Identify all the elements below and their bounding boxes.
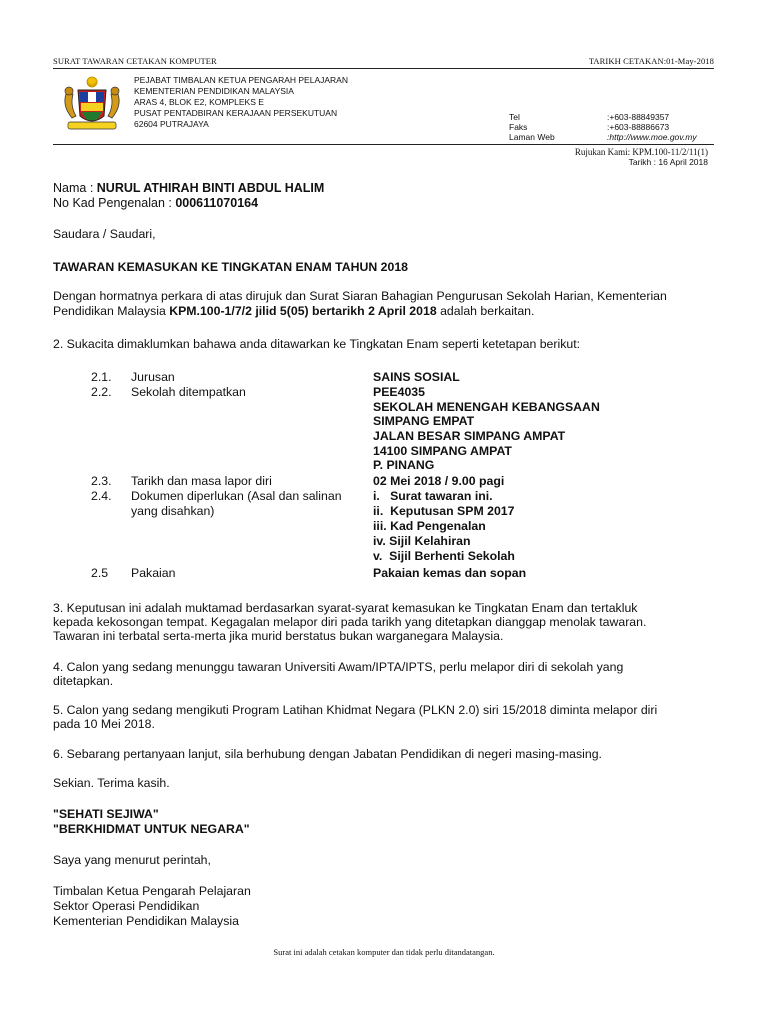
paragraph-4-line: 4. Calon yang sedang menunggu tawaran Universiti Awam/IPTA/IPTS, perlu melapor diri di sekolah yang (53, 660, 624, 674)
website-label: Laman Web (509, 132, 555, 142)
school-line: JALAN BESAR SIMPANG AMPAT (373, 429, 566, 443)
footer-note: Surat ini adalah cetakan komputer dan tidak perlu ditandatangan. (273, 947, 495, 957)
detail-number: 2.1. (91, 370, 112, 384)
motto-line: "BERKHIDMAT UNTUK NEGARA" (53, 822, 250, 836)
fax-label: Faks (509, 122, 528, 132)
signoff: Saya yang menurut perintah, (53, 853, 211, 867)
paragraph-2: 2. Sukacita dimaklumkan bahawa anda ditawarkan ke Tingkatan Enam seperti ketetapan berikut: (53, 337, 581, 351)
reference-number: Rujukan Kami: KPM.100-11/2/11(1) (574, 147, 708, 157)
paragraph-3-line: Tawaran ini terbatal serta-merta jika murid berstatus bukan warganegara Malaysia. (53, 629, 504, 643)
paragraph-3-line: kepada kekosongan tempat. Kegagalan melapor diri pada tarikh yang ditetapkan dianggap menolak tawaran. (53, 615, 647, 629)
school-line: SEKOLAH MENENGAH KEBANGSAAN (373, 400, 600, 414)
ic-label: No Kad Pengenalan : (53, 196, 176, 210)
paragraph-1-text: adalah berkaitan. (436, 304, 535, 318)
circular-reference: KPM.100-1/7/2 jilid 5(05) bertarikh 2 April 2018 (169, 304, 437, 318)
recipient-ic: 000611070164 (175, 196, 259, 210)
paragraph-5-line: 5. Calon yang sedang mengikuti Program Latihan Khidmat Negara (PLKN 2.0) siri 15/2018 diminta melapor diri (53, 703, 658, 717)
detail-label: Tarikh dan masa lapor diri (131, 474, 272, 488)
salutation: Saudara / Saudari, (53, 227, 156, 241)
document-item: iii. Kad Pengenalan (373, 519, 486, 533)
paragraph-5-line: pada 10 Mei 2018. (53, 717, 155, 731)
office-line: KEMENTERIAN PENDIDIKAN MALAYSIA (134, 86, 294, 96)
motto-line: "SEHATI SEJIWA" (53, 807, 159, 821)
document-item: ii. Keputusan SPM 2017 (373, 504, 515, 518)
detail-label: Sekolah ditempatkan (131, 385, 246, 399)
paragraph-6: 6. Sebarang pertanyaan lanjut, sila berhubung dengan Jabatan Pendidikan di negeri masing-masing. (53, 747, 602, 761)
fax-value: :+603-88886673 (607, 122, 670, 132)
print-date: TARIKH CETAKAN:01-May-2018 (588, 56, 714, 66)
office-line: 62604 PUTRAJAYA (134, 119, 209, 129)
detail-value-stream: SAINS SOSIAL (373, 370, 460, 384)
header-top-rule (53, 68, 714, 69)
signatory-line: Kementerian Pendidikan Malaysia (53, 914, 239, 928)
detail-number: 2.4. (91, 489, 112, 503)
document-item: v. Sijil Berhenti Sekolah (373, 549, 515, 563)
office-line: PEJABAT TIMBALAN KETUA PENGARAH PELAJARAN (134, 75, 348, 85)
school-line: SIMPANG EMPAT (373, 414, 475, 428)
school-line: 14100 SIMPANG AMPAT (373, 444, 512, 458)
paragraph-1-text: Pendidikan Malaysia (53, 304, 170, 318)
letter-date: Tarikh : 16 April 2018 (628, 157, 708, 167)
document-item: i. Surat tawaran ini. (373, 489, 493, 503)
detail-label: Pakaian (131, 566, 176, 580)
document-title: SURAT TAWARAN CETAKAN KOMPUTER (53, 56, 217, 66)
recipient-ic-line (53, 196, 258, 210)
school-line: P. PINANG (373, 458, 435, 472)
detail-number: 2.3. (91, 474, 112, 488)
document-item: iv. Sijil Kelahiran (373, 534, 471, 548)
detail-number: 2.5 (91, 566, 109, 580)
paragraph-1-line: Dengan hormatnya perkara di atas dirujuk dan Surat Siaran Bahagian Pengurusan Sekolah Harian, Kementerian (53, 289, 667, 303)
recipient-name-line (53, 181, 324, 195)
website-value: :http://www.moe.gov.my (607, 132, 697, 142)
closing: Sekian. Terima kasih. (53, 776, 170, 790)
signatory-line: Sektor Operasi Pendidikan (53, 899, 200, 913)
header-bottom-rule (53, 144, 714, 145)
office-line: ARAS 4, BLOK E2, KOMPLEKS E (134, 97, 264, 107)
detail-label: Jurusan (131, 370, 175, 384)
letter-subject: TAWARAN KEMASUKAN KE TINGKATAN ENAM TAHUN 2018 (53, 260, 409, 274)
office-line: PUSAT PENTADBIRAN KERAJAAN PERSEKUTUAN (134, 108, 338, 118)
name-label: Nama : (53, 181, 97, 195)
paragraph-4-line: ditetapkan. (53, 674, 114, 688)
recipient-name: NURUL ATHIRAH BINTI ABDUL HALIM (96, 181, 325, 195)
report-date-time: 02 Mei 2018 / 9.00 pagi (373, 474, 505, 488)
detail-label: Dokumen diperlukan (Asal dan salinan (131, 489, 342, 503)
tel-value: :+603-88849357 (607, 112, 670, 122)
school-code: PEE4035 (373, 385, 425, 399)
signatory-line: Timbalan Ketua Pengarah Pelajaran (53, 884, 251, 898)
paragraph-3-line: 3. Keputusan ini adalah muktamad berdasarkan syarat-syarat kemasukan ke Tingkatan Enam dan tertakluk (53, 601, 638, 615)
malaysia-coat-of-arms-logo (58, 72, 126, 134)
attire-value: Pakaian kemas dan sopan (373, 566, 527, 580)
detail-label-cont: yang disahkan) (131, 504, 215, 518)
tel-label: Tel (509, 112, 520, 122)
detail-number: 2.2. (91, 385, 112, 399)
paragraph-1-line (53, 304, 534, 319)
